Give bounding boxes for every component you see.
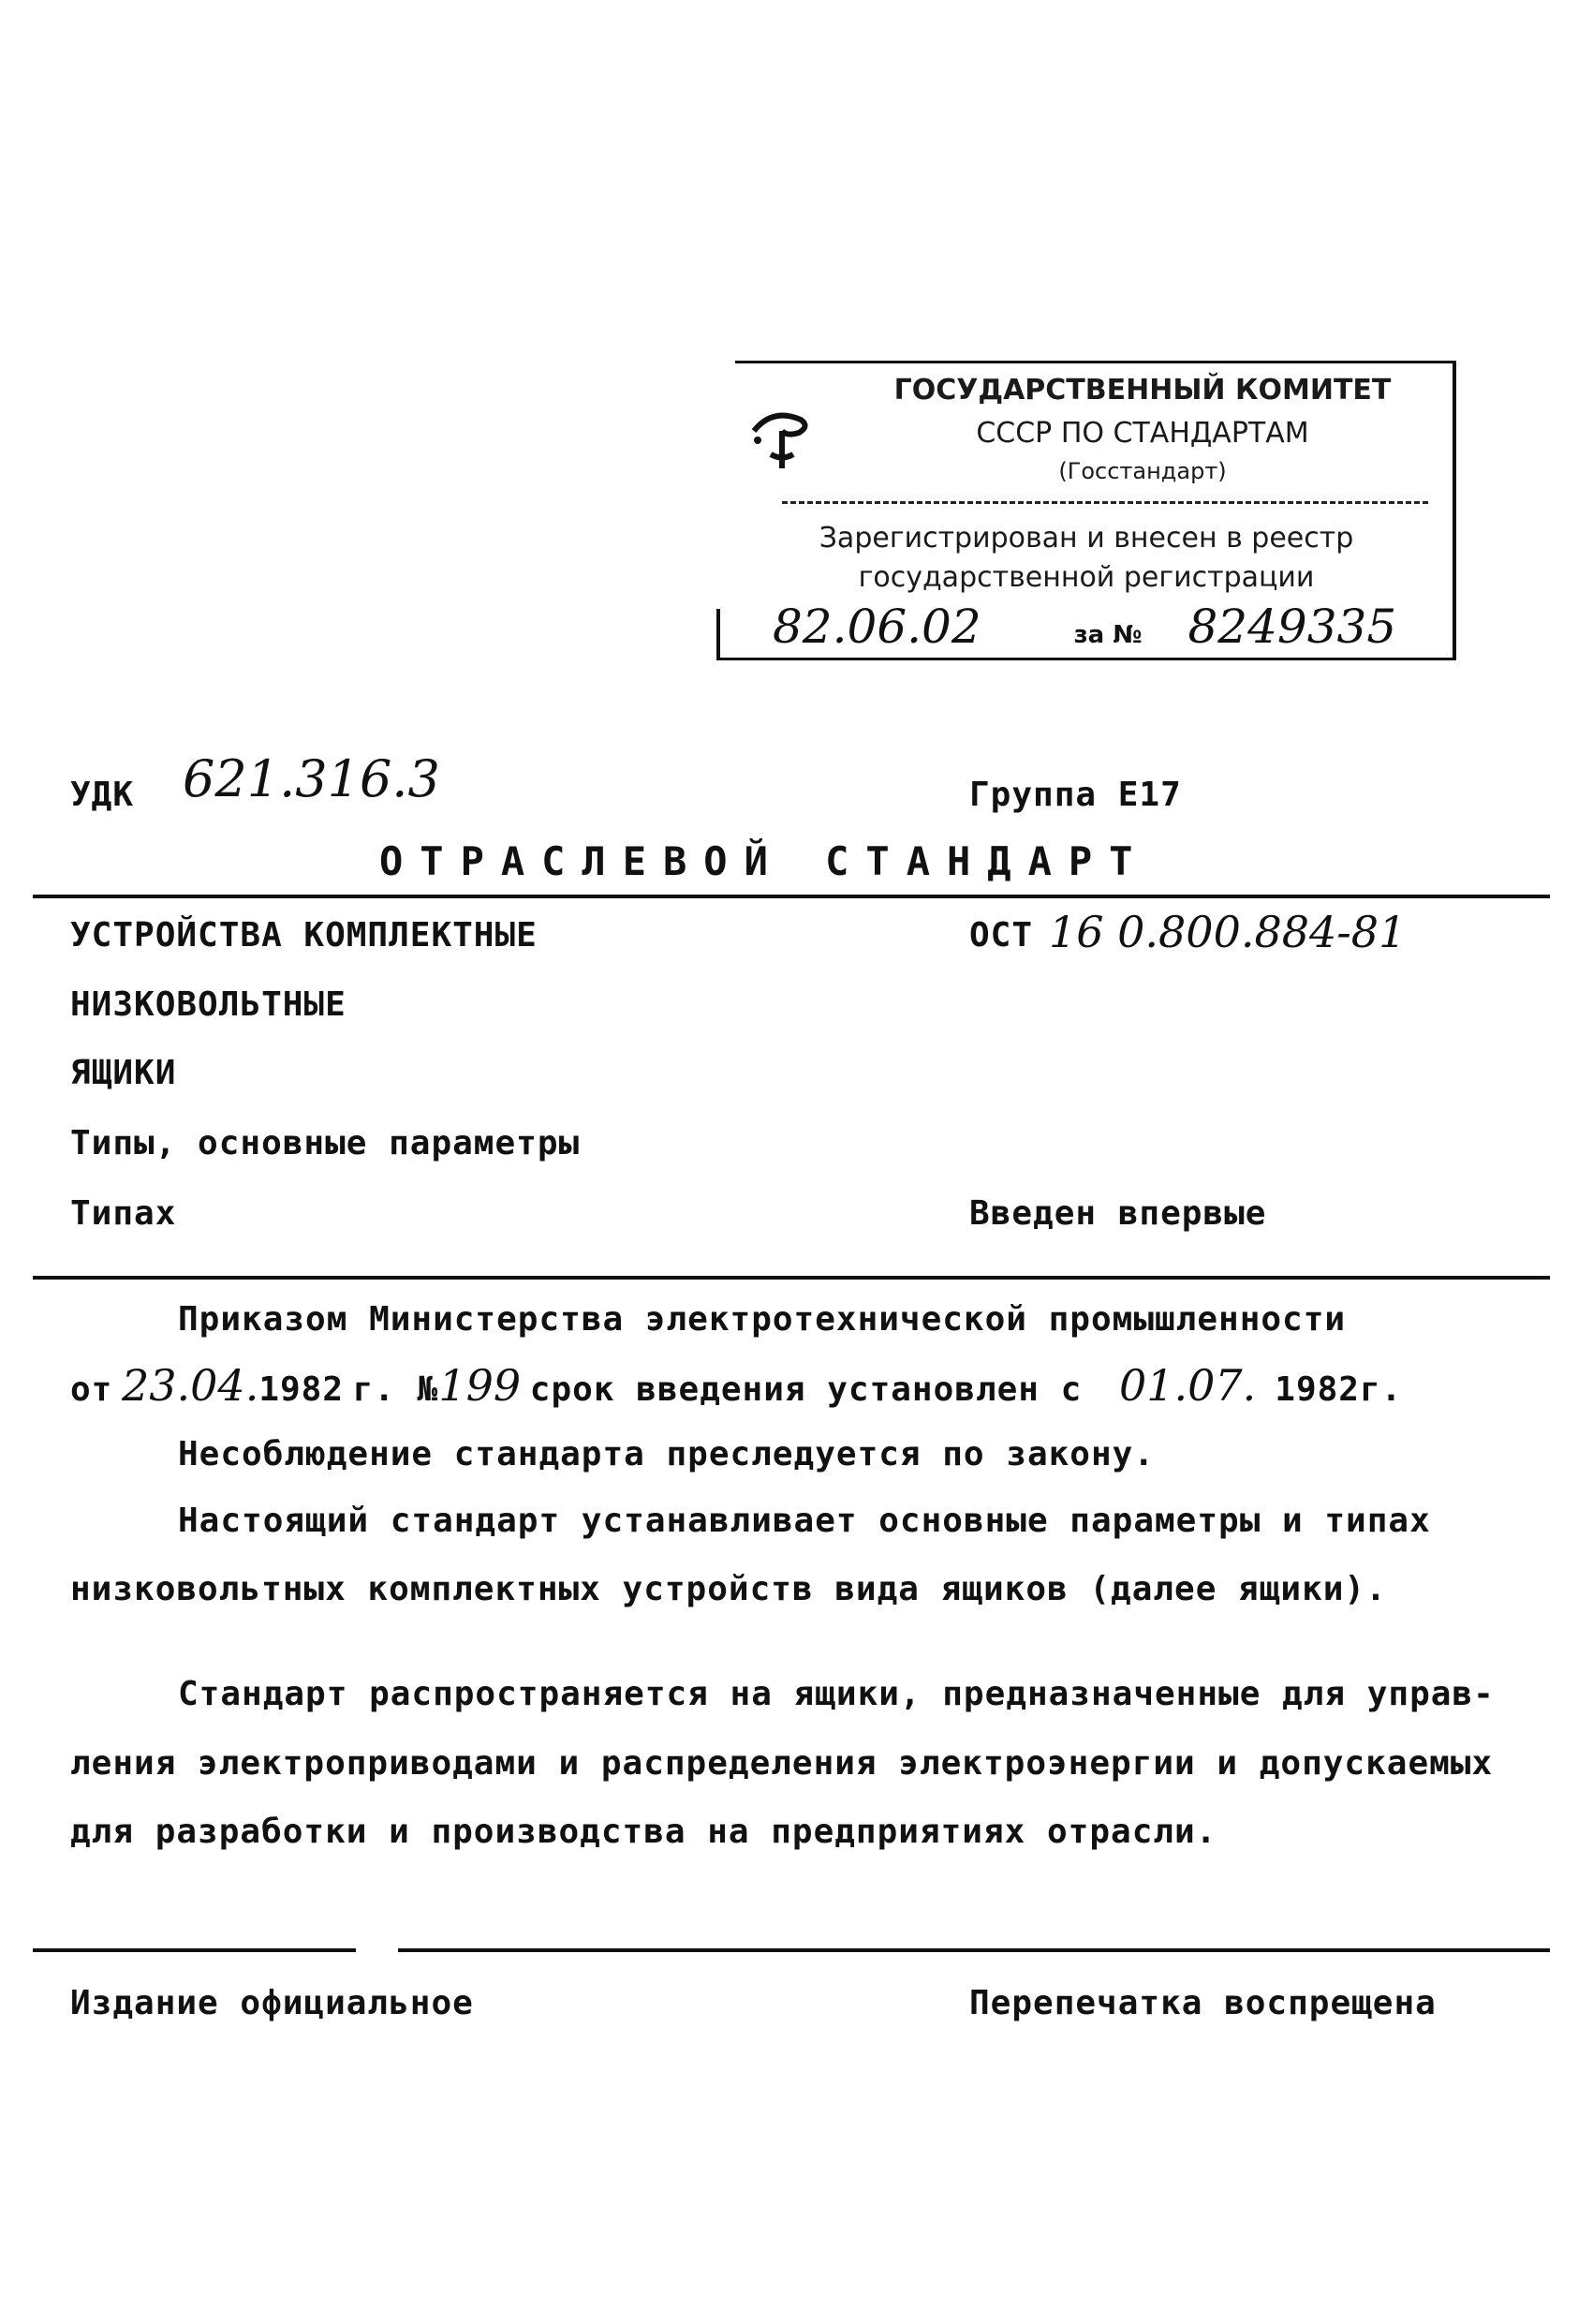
subject-line-2: НИЗКОВОЛЬТНЫЕ	[70, 985, 347, 1024]
footer-reprint-prohibited: Перепечатка воспрещена	[969, 1984, 1437, 2022]
paragraph-3-line-2: ления электроприводами и распределения электроэнергии и допускаемых	[70, 1744, 1494, 1783]
udk-value: 621.316.3	[183, 749, 440, 808]
decree-line-1: Приказом Министерства электротехнической промышленности	[178, 1300, 1347, 1339]
stamp-line-4: Зарегистрирован и внесен в реестр	[819, 522, 1354, 555]
udk-label: УДК	[70, 776, 135, 814]
stamp-frame-top	[735, 361, 1456, 363]
decree-from: от	[70, 1370, 113, 1409]
decree-number: 199	[438, 1360, 522, 1411]
registration-stamp	[716, 361, 1456, 660]
effective-date: 01.07.	[1118, 1360, 1257, 1411]
ost-label: ОСТ	[969, 916, 1034, 955]
stamp-reg-date: 82.06.02	[773, 600, 981, 654]
decree-date: 23.04.	[122, 1360, 259, 1411]
stamp-line-3: (Госстандарт)	[1058, 458, 1227, 484]
decree-year-suffix: г.	[352, 1370, 396, 1409]
stamp-frame-bottom	[716, 658, 1456, 660]
stamp-line-1: ГОСУДАРСТВЕННЫЙ КОМИТЕТ	[893, 374, 1392, 407]
stamp-reg-number: 8249335	[1187, 600, 1397, 654]
stamp-registration-row	[763, 600, 1396, 654]
ost-number: 16 0.800.884-81	[1049, 907, 1407, 957]
page-title: ОТРАСЛЕВОЙ СТАНДАРТ	[379, 838, 1150, 884]
subject-rule	[33, 1276, 1550, 1280]
subject-line-1: УСТРОЙСТВА КОМПЛЕКТНЫЕ	[70, 916, 538, 955]
stamp-line-5: государственной регистрации	[858, 561, 1315, 594]
decree-term: срок введения установлен с	[529, 1370, 1083, 1409]
effective-year: 1982	[1275, 1370, 1360, 1409]
paragraph-3-line-1: Стандарт распространяется на ящики, предназначенные для управ-	[178, 1675, 1495, 1713]
footer-official-edition: Издание официальное	[70, 1984, 474, 2022]
decree-line-2	[70, 1360, 1402, 1411]
paragraph-2-line-2: низковольтных комплектных устройств вида ящиков (далее ящики).	[70, 1570, 1387, 1608]
stamp-reg-prefix: за №	[1073, 621, 1143, 649]
subject-line-4: Типы, основные параметры	[70, 1124, 581, 1162]
decree-year: 1982	[258, 1370, 345, 1409]
stamp-frame-left	[716, 609, 720, 660]
subject-line-3: ЯЩИКИ	[70, 1054, 177, 1092]
stamp-line-2: СССР ПО СТАНДАРТАМ	[976, 417, 1309, 450]
paragraph-1: Несоблюдение стандарта преследуется по закону.	[178, 1435, 1155, 1473]
effective-suffix: г.	[1359, 1370, 1403, 1409]
stamp-divider	[782, 501, 1428, 504]
subject-line-5: Типах	[70, 1194, 177, 1233]
paragraph-3-line-3: для разработки и производства на предприятиях отрасли.	[70, 1813, 1217, 1851]
footer-rule-left	[33, 1948, 356, 1952]
decree-no: №	[417, 1370, 439, 1409]
group-label: Группа Е17	[969, 776, 1182, 814]
footer-rule-right	[398, 1948, 1550, 1952]
paragraph-2-line-1: Настоящий стандарт устанавливает основные параметры и типах	[178, 1502, 1431, 1540]
title-rule	[33, 895, 1550, 898]
introduced-note: Введен впервые	[969, 1194, 1267, 1233]
